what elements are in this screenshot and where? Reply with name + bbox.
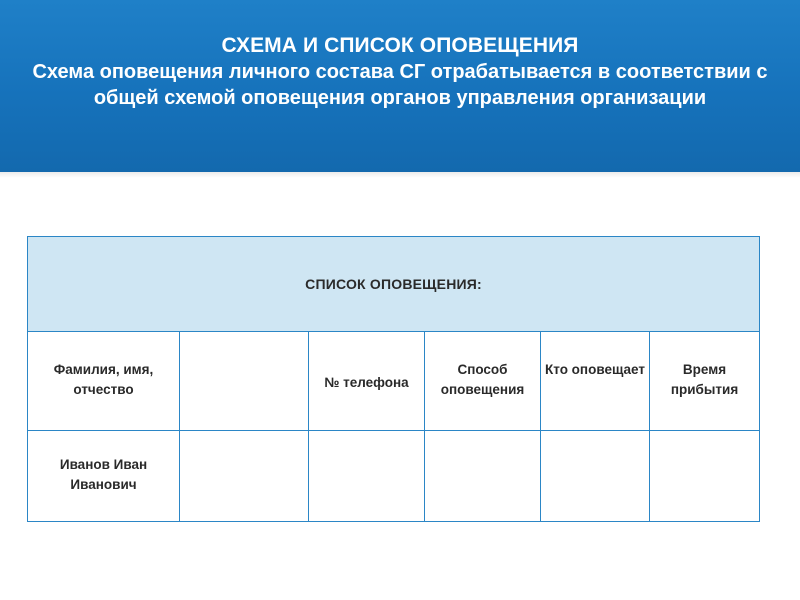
column-header-label: Время прибытия <box>670 362 739 397</box>
column-header-full-name <box>28 332 180 431</box>
table-row <box>28 431 760 522</box>
column-header-notifier <box>541 332 650 431</box>
cell-value: Иванов Иван Иванович <box>59 457 148 492</box>
cell-arrival-time <box>650 431 760 522</box>
cell-empty <box>180 431 309 522</box>
banner-shadow <box>0 172 800 178</box>
column-header-label: № телефона <box>324 375 409 390</box>
column-header-label: Кто оповещает <box>545 362 645 377</box>
cell-phone <box>309 431 425 522</box>
cell-method <box>425 431 541 522</box>
column-header-method <box>425 332 541 431</box>
notification-table <box>27 236 760 522</box>
table-caption-row <box>28 237 760 332</box>
cell-notifier <box>541 431 650 522</box>
column-header-label: Способ оповещения <box>440 362 525 397</box>
table-caption: СПИСОК ОПОВЕЩЕНИЯ: <box>28 237 760 332</box>
column-header-arrival-time <box>650 332 760 431</box>
title-banner <box>0 0 800 172</box>
table-header-row <box>28 332 760 431</box>
slide-subtitle: Схема оповещения личного состава СГ отрабатывается в соответствии с общей схемой оповещения органов управления организации <box>32 61 768 109</box>
slide-title: СХЕМА И СПИСОК ОПОВЕЩЕНИЯ <box>221 34 579 57</box>
cell-full-name <box>28 431 180 522</box>
column-header-empty <box>180 332 309 431</box>
column-header-phone <box>309 332 425 431</box>
column-header-label: Фамилия, имя, отчество <box>53 362 154 397</box>
